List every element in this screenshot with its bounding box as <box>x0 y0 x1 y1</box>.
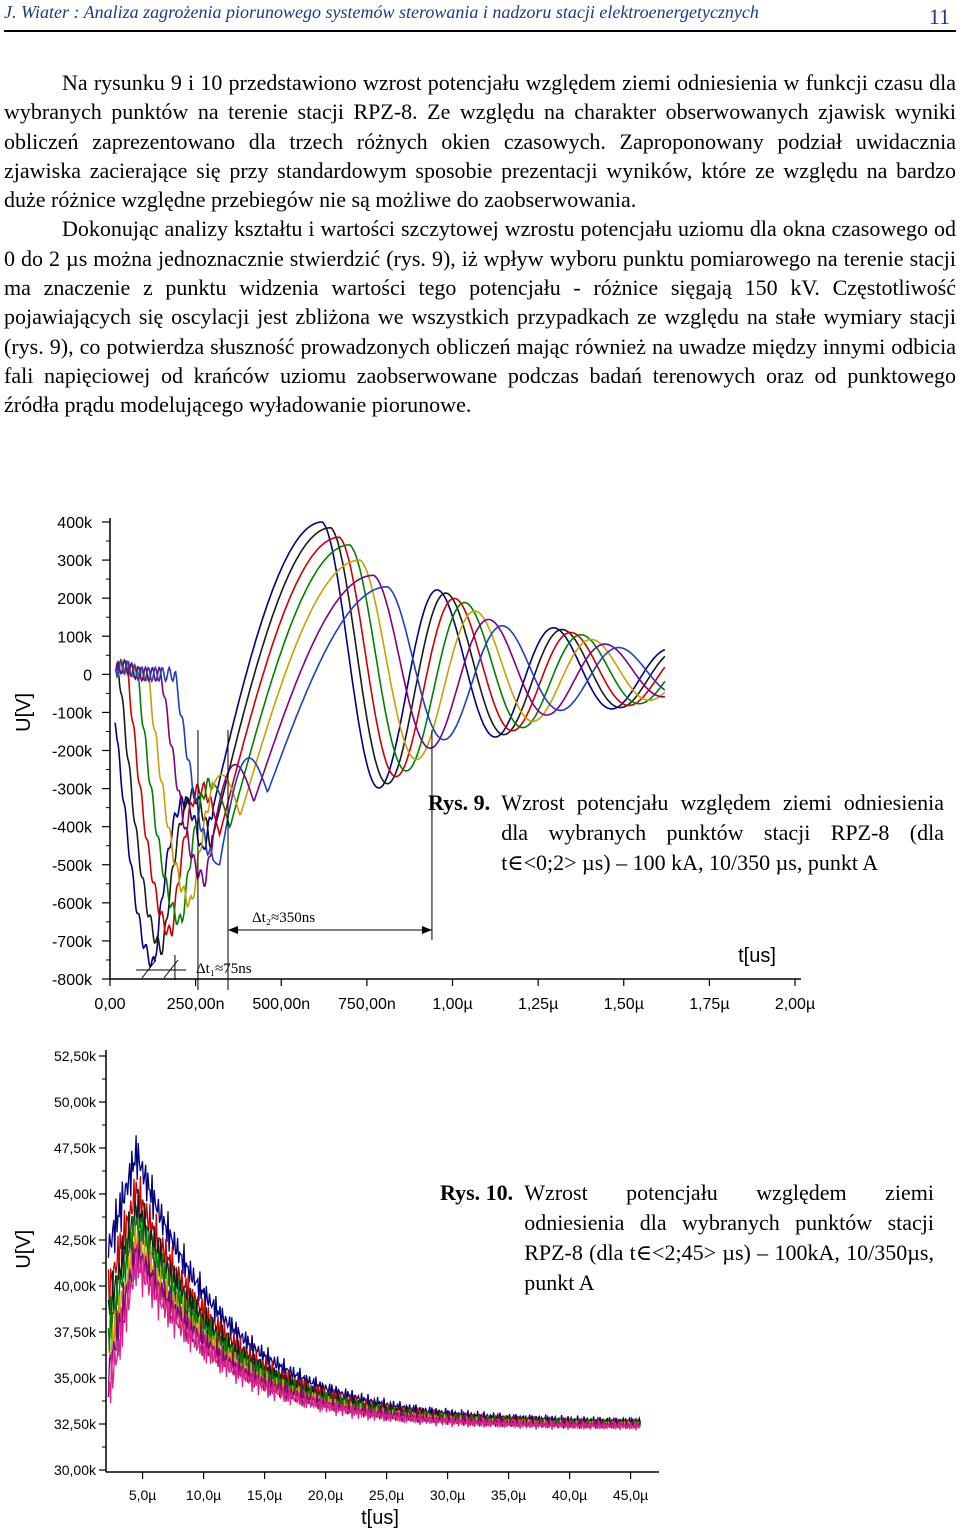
fig9-x-tick-label: 1,75µ <box>689 996 730 1013</box>
fig10-y-tick-label: 45,00k <box>53 1186 96 1202</box>
fig10-y-tick-label: 37,50k <box>53 1324 96 1340</box>
fig9-y-tick-label: -200k <box>51 743 92 761</box>
fig9-y-tick-label: -400k <box>51 819 92 837</box>
fig9-x-tick-label: 750,00n <box>337 996 396 1013</box>
figure-9-number: Rys. 9. <box>428 790 491 815</box>
figure-10-caption-text: Wzrost potencjału względem ziemi odniesienia dla wybranych punktów stacji RPZ-8 (dla t∈<2;45> µs) – 100kA, 10/350µs, punkt A <box>524 1180 934 1295</box>
fig10-y-axis-label: U[V] <box>13 1229 35 1269</box>
paragraph-1: Na rysunku 9 i 10 przedstawiono wzrost potencjału względem ziemi odniesienia w funkcji czasu dla wybranych punktów na terenie stacji RPZ-8. Ze względu na charakter obserwowanych zjawisk wyniki obliczeń zaprezentowano dla trzech różnych okien czasowych. Zaproponowany podział uwidacznia zjawiska zacierające się przy standardowym sposobie prezentacji wyników, które ze względu na bardzo duże różnice względne przebiegów nie są możliwe do zaobserwowania. <box>4 70 956 213</box>
fig9-y-tick-label: 200k <box>57 591 92 609</box>
fig9-y-tick-label: -700k <box>51 933 92 951</box>
fig10-x-tick-label: 15,0µ <box>246 1487 283 1503</box>
fig9-y-tick-label: 0 <box>83 667 92 685</box>
fig9-y-tick-label: 300k <box>57 553 92 571</box>
fig10-x-tick-label: 45,0µ <box>612 1487 649 1503</box>
running-title: J. Wiater : Analiza zagrożenia piorunowego systemów sterowania i nadzoru stacji elektroenergetycznych <box>4 2 759 22</box>
fig9-dt2-arrow-right <box>422 926 432 934</box>
fig10-y-tick-label: 42,50k <box>53 1232 96 1248</box>
figure-10-number: Rys. 10. <box>440 1180 514 1205</box>
fig9-y-tick-label: -800k <box>51 972 92 989</box>
fig10-x-tick-label: 25,0µ <box>368 1487 405 1503</box>
fig9-x-tick-label: 1,25µ <box>517 996 559 1013</box>
fig9-y-tick-label: -100k <box>51 705 92 723</box>
paragraph-2: Dokonując analizy kształtu i wartości szczytowej wzrostu potencjału uziomu dla okna czasowego od 0 do 2 µs można jednoznacznie stwierdzić (rys. 9), iż wpływ wyboru punktu pomiarowego na terenie stacji ma znaczenie z punktu widzenia wartości tego potencjału - różnice sięgają 150 kV. Częstotliwość pojawiających się oscylacji jest zbliżona we wszystkich przypadkach ze względu na stałe wymiary stacji (rys. 9), co potwierdza słuszność prowadzonych obliczeń mając również na uwadze między innymi odbicia fali napięciowej od krańców uziomu zaobserwowane podczas badań terenowych oraz od punktowego źródła prądu modelującego wyładowanie piorunowe. <box>4 216 956 418</box>
fig10-y-tick-label: 50,00k <box>53 1094 96 1110</box>
fig9-x-tick-label: 2,00µ <box>774 996 816 1013</box>
fig9-x-tick-label: 0,00 <box>94 996 126 1013</box>
fig10-x-tick-label: 10,0µ <box>185 1487 222 1503</box>
fig10-x-tick-label: 20,0µ <box>307 1487 344 1503</box>
fig9-x-tick-label: 500,00n <box>252 996 311 1013</box>
fig9-y-tick-label: 400k <box>57 515 92 532</box>
fig9-x-axis-label: t[us] <box>738 945 776 967</box>
figure-9-caption <box>428 788 944 878</box>
figure-9-caption-text: Wzrost potencjału względem ziemi odniesienia dla wybranych punktów stacji RPZ-8 (dla t∈<0;2> µs) – 100 kA, 10/350 µs, punkt A <box>501 790 944 875</box>
fig9-dt1-slash-2 <box>164 960 178 978</box>
fig9-y-tick-label: -600k <box>51 895 92 913</box>
fig9-dt2-arrow-left <box>228 926 238 934</box>
figure-10-caption <box>440 1178 934 1298</box>
fig9-y-tick-label: -500k <box>51 857 92 875</box>
fig10-x-tick-label: 30,0µ <box>429 1487 466 1503</box>
fig9-x-tick-label: 1,50µ <box>603 996 644 1013</box>
fig9-dt1-label: Δt₁≈75ns <box>196 961 252 977</box>
fig9-y-tick-label: 100k <box>57 629 92 647</box>
fig10-y-tick-label: 35,00k <box>53 1370 96 1386</box>
fig10-x-tick-label: 35,0µ <box>490 1487 527 1503</box>
fig9-y-tick-label: -300k <box>51 781 92 799</box>
fig10-y-tick-label: 30,00k <box>53 1462 96 1478</box>
fig10-x-axis-label: t[us] <box>361 1507 399 1529</box>
fig9-y-axis-label: U[V] <box>13 692 35 732</box>
fig10-x-tick-label: 40,0µ <box>551 1487 588 1503</box>
fig10-y-tick-label: 52,50k <box>53 1048 96 1064</box>
page-number: 11 <box>928 4 950 29</box>
fig10-y-tick-label: 32,50k <box>53 1416 96 1432</box>
fig9-x-tick-label: 250,00n <box>166 996 225 1013</box>
fig9-x-tick-label: 1,00µ <box>432 996 473 1013</box>
fig9-dt2-label: Δt₂≈350ns <box>252 910 316 926</box>
fig10-x-tick-label: 5,0µ <box>128 1487 157 1503</box>
fig10-y-tick-label: 40,00k <box>53 1278 96 1294</box>
fig10-y-tick-label: 47,50k <box>53 1140 96 1156</box>
